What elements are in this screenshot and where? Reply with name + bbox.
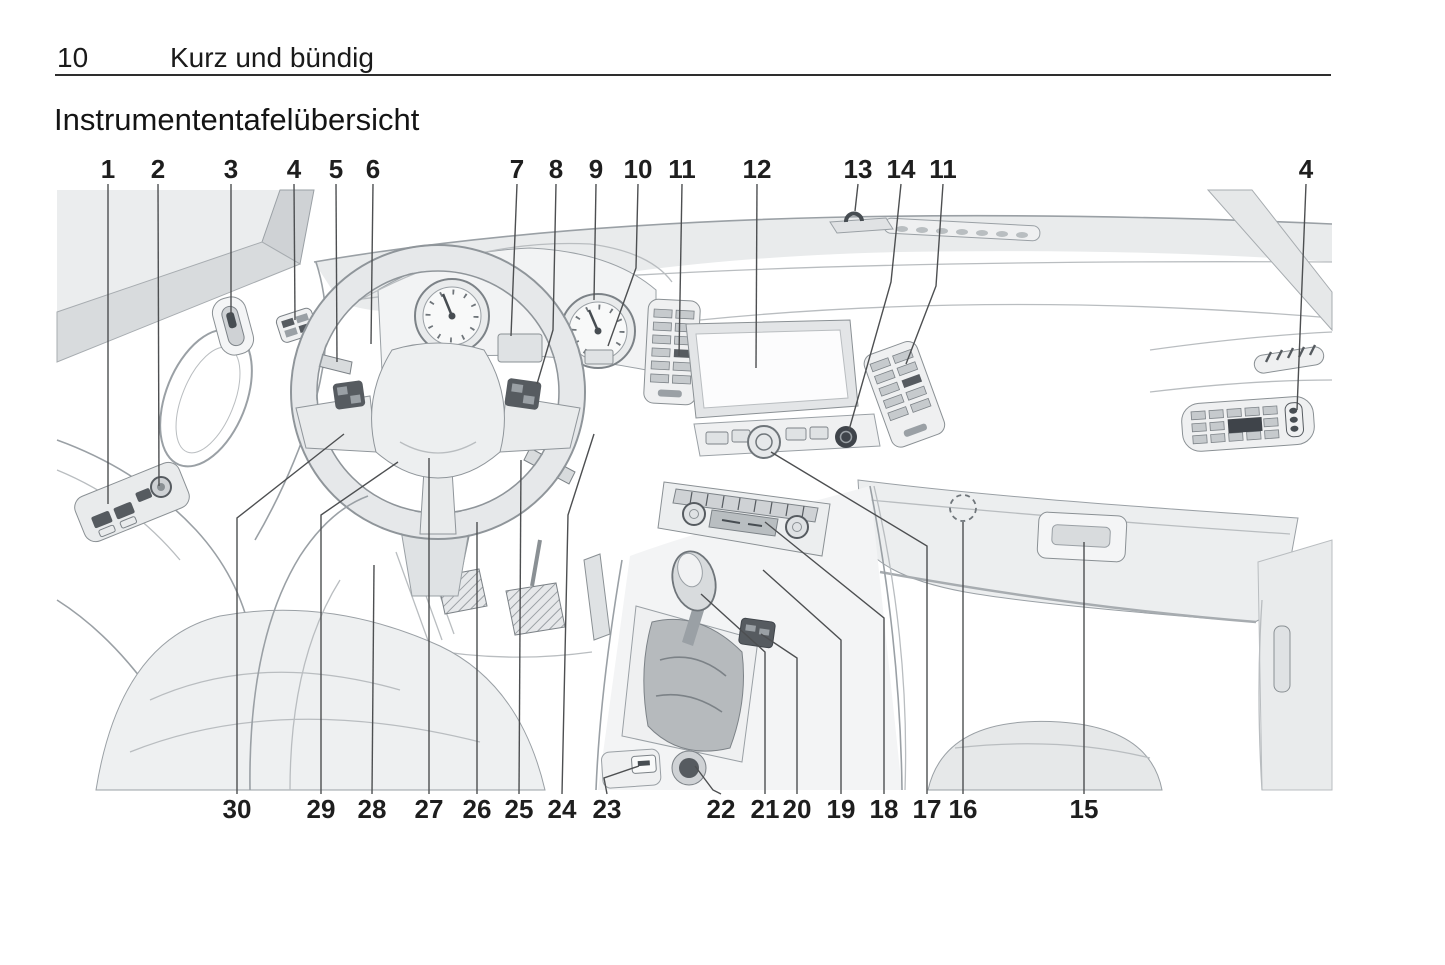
callout-number-13: 13 [843,154,873,184]
climate-knob-right [786,516,808,538]
callout-number-12: 12 [742,154,772,184]
callout-number-15: 15 [1069,794,1099,824]
callout-number-2: 2 [150,154,166,184]
wheel-buttons-left [332,380,365,410]
callout-number-11: 11 [929,154,957,184]
brake-pedal [506,540,565,635]
callout-number-24: 24 [547,794,577,824]
callout-number-4: 4 [1298,154,1314,184]
speedometer-gauge [415,279,489,353]
page-number: 10 [57,42,89,73]
callout-number-27: 27 [414,794,444,824]
callout-number-9: 9 [588,154,604,184]
callout-number-4: 4 [286,154,302,184]
infotainment-knob [748,426,780,458]
callout-number-3: 3 [223,154,239,184]
callout-number-20: 20 [782,794,812,824]
chapter-title: Kurz und bündig [170,42,374,73]
callout-number-17: 17 [912,794,942,824]
accelerator-pedal [584,554,610,640]
glovebox-handle [1037,512,1127,563]
callout-leader-4 [294,184,295,320]
callout-number-6: 6 [365,154,381,184]
callout-number-11: 11 [668,154,696,184]
section-title: Instrumententafelübersicht [54,102,420,137]
callout-number-21: 21 [750,794,780,824]
callout-number-29: 29 [306,794,336,824]
callout-leader-12 [756,184,757,368]
callout-number-19: 19 [826,794,856,824]
mirror-control-knob [151,477,171,497]
steering-wheel-pad [372,343,505,478]
callout-number-30: 30 [222,794,252,824]
callout-number-18: 18 [869,794,899,824]
callout-number-1: 1 [100,154,116,184]
callout-number-16: 16 [948,794,978,824]
callout-number-5: 5 [328,154,344,184]
callout-leader-13 [855,184,858,211]
callout-number-8: 8 [548,154,564,184]
callout-number-7: 7 [509,154,525,184]
callout-number-25: 25 [504,794,534,824]
wheel-buttons-right [504,378,542,410]
callout-number-14: 14 [886,154,916,184]
defroster-grille [1253,345,1325,374]
callout-leader-6 [371,184,373,344]
callout-number-28: 28 [357,794,387,824]
callout-leader-5 [336,184,337,362]
power-outlet [672,751,706,785]
touchscreen-display [686,320,858,418]
callout-number-10: 10 [623,154,653,184]
callout-number-22: 22 [706,794,736,824]
callout-leader-11 [906,184,943,364]
window-switch-pod [71,459,193,545]
passenger-door [1258,540,1332,790]
callout-number-23: 23 [592,794,622,824]
passenger-air-vent [1180,395,1315,452]
callout-number-26: 26 [462,794,492,824]
callout-leader-24 [562,434,594,794]
start-stop-button [835,426,857,448]
cluster-display [498,334,542,362]
climate-knob-left [683,503,705,525]
